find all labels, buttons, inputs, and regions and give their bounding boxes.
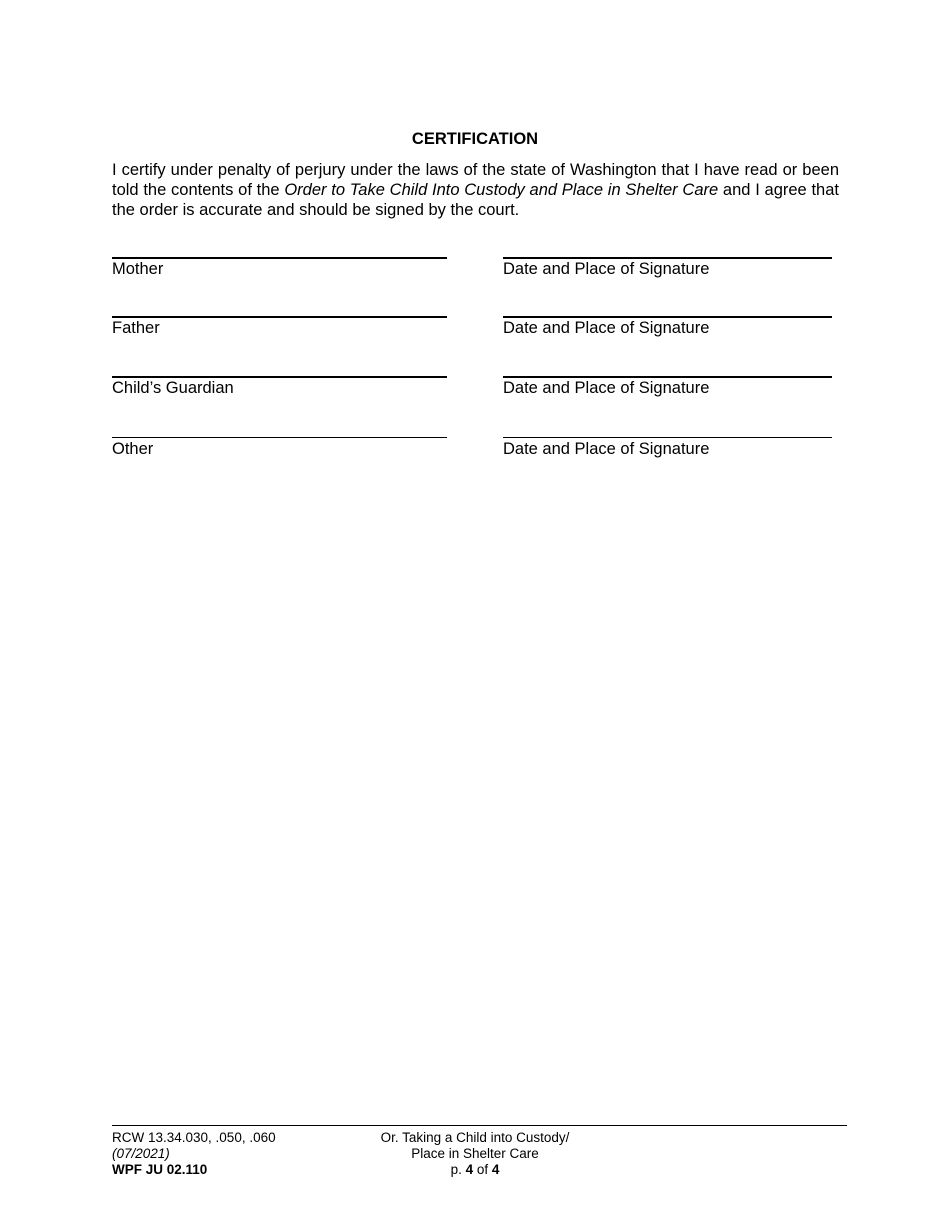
signature-label-father: Father xyxy=(112,319,160,337)
signature-row-guardian xyxy=(0,376,950,416)
date-place-line-other[interactable] xyxy=(503,437,832,438)
date-place-line-father[interactable] xyxy=(503,316,832,318)
date-place-label-other: Date and Place of Signature xyxy=(503,440,710,458)
certification-text-before: I certify under penalty of perjury under the laws of the state of Washington that I have read or been told the contents of the xyxy=(112,161,839,199)
footer-title-line2: Place in Shelter Care xyxy=(411,1146,539,1161)
footer-form-id: WPF JU 02.110 xyxy=(112,1162,208,1177)
signature-label-mother: Mother xyxy=(112,260,164,278)
date-place-label-guardian: Date and Place of Signature xyxy=(503,379,710,397)
footer-form-info xyxy=(112,1130,276,1178)
certification-order-title: Order to Take Child Into Custody and Place in Shelter Care xyxy=(284,181,719,199)
footer-title-line1: Or. Taking a Child into Custody/ xyxy=(380,1130,570,1145)
footer-revision-date: (07/2021) xyxy=(112,1146,170,1161)
signature-row-father xyxy=(0,316,950,356)
date-place-label-father: Date and Place of Signature xyxy=(503,319,710,337)
signature-line-mother[interactable] xyxy=(112,257,447,259)
footer-divider xyxy=(112,1125,847,1126)
signature-line-other[interactable] xyxy=(112,437,447,438)
certification-statement xyxy=(112,160,839,220)
certification-title: CERTIFICATION xyxy=(411,130,539,148)
signature-line-guardian[interactable] xyxy=(112,376,447,378)
signature-row-mother xyxy=(0,257,950,297)
signature-label-other: Other xyxy=(112,440,154,458)
footer-form-title xyxy=(350,1130,600,1178)
footer-page-current: 4 xyxy=(465,1162,474,1177)
date-place-line-mother[interactable] xyxy=(503,257,832,259)
certification-text-after: and I agree that the order is accurate and should be signed by the court. xyxy=(112,181,839,219)
date-place-label-mother: Date and Place of Signature xyxy=(503,260,710,278)
signature-row-other xyxy=(0,437,950,477)
footer-page-number xyxy=(350,1162,600,1178)
footer-page-prefix: p. xyxy=(450,1162,466,1177)
footer-page-of: of xyxy=(473,1162,492,1177)
date-place-line-guardian[interactable] xyxy=(503,376,832,378)
signature-label-guardian: Child’s Guardian xyxy=(112,379,234,397)
signature-line-father[interactable] xyxy=(112,316,447,318)
footer-page-total: 4 xyxy=(491,1162,500,1177)
footer-rcw: RCW 13.34.030, .050, .060 xyxy=(112,1130,276,1145)
